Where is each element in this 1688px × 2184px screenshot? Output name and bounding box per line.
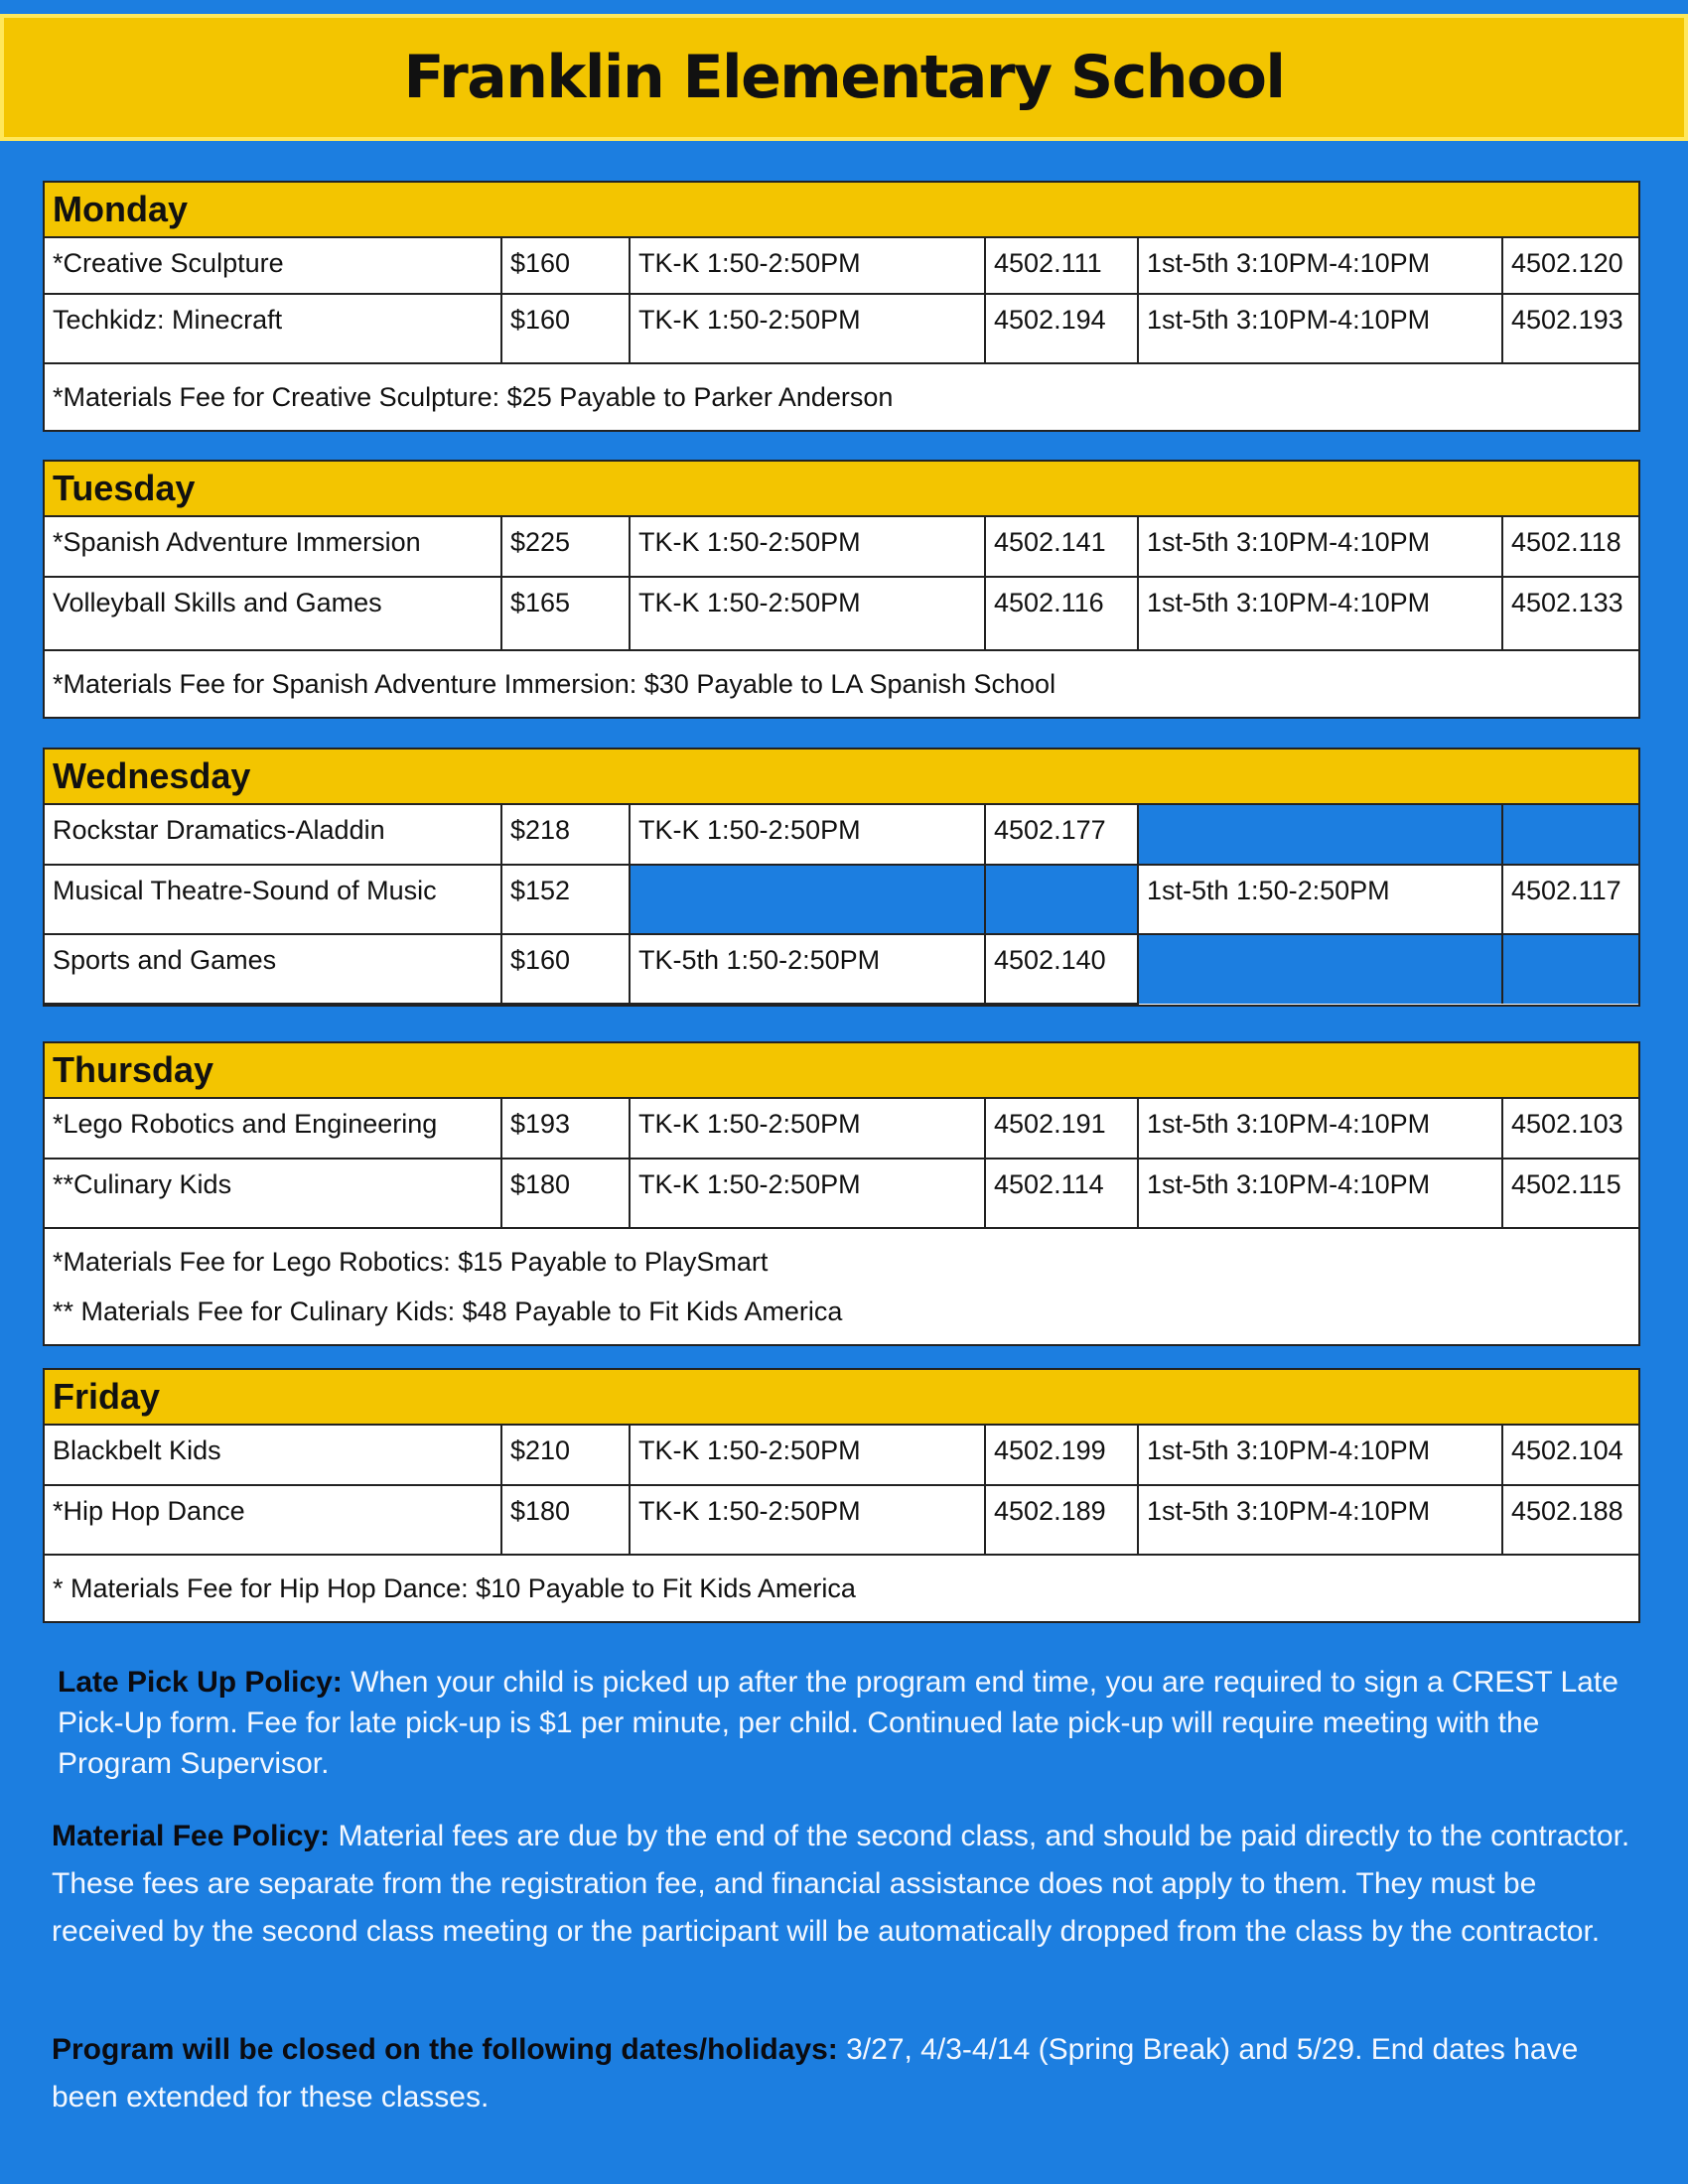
class-price: $218 [501,805,630,865]
grade-time: 1st-5th 3:10PM-4:10PM [1138,1485,1502,1555]
grade-time: 1st-5th 1:50-2:50PM [1138,865,1502,934]
class-name: *Spanish Adventure Immersion [45,517,501,577]
table-row [45,294,1638,363]
grade-code: 4502.104 [1502,1426,1638,1485]
class-price: $160 [501,294,630,363]
material-fee-policy [52,1813,1640,1956]
materials-note: *Materials Fee for Spanish Adventure Immersion: $30 Payable to LA Spanish School [53,669,1056,699]
grade-code: 4502.103 [1502,1099,1638,1159]
class-name: **Culinary Kids [45,1159,501,1228]
materials-note: *Materials Fee for Lego Robotics: $15 Payable to PlaySmart [53,1247,769,1277]
blank-cell [1502,934,1638,1004]
class-price: $160 [501,238,630,294]
table-row [45,577,1638,650]
class-price: $165 [501,577,630,650]
materials-notes [45,1229,1638,1344]
grade-code: 4502.118 [1502,517,1638,577]
policy-text: When your child is picked up after the program end time, you are required to sign a CREST Late Pick-Up form. Fee for late pick-up is $1 per minute, per child. Continued late pick-up will require meeting with the Program Supervisor. [58,1666,1618,1780]
grade-code: 4502.117 [1502,865,1638,934]
table-row [45,1426,1638,1485]
grade-time: 1st-5th 3:10PM-4:10PM [1138,1159,1502,1228]
tk-time: TK-K 1:50-2:50PM [630,1159,985,1228]
tk-time: TK-K 1:50-2:50PM [630,805,985,865]
table-row [45,934,1638,1004]
tk-time: TK-K 1:50-2:50PM [630,1485,985,1555]
class-name: Blackbelt Kids [45,1426,501,1485]
day-monday [43,181,1640,432]
tk-time: TK-K 1:50-2:50PM [630,577,985,650]
tk-time: TK-K 1:50-2:50PM [630,1426,985,1485]
class-name: *Hip Hop Dance [45,1485,501,1555]
class-table [45,1099,1638,1229]
policy-label: Late Pick Up Policy: [58,1666,343,1699]
class-table [45,238,1638,364]
class-price: $193 [501,1099,630,1159]
class-name: Techkidz: Minecraft [45,294,501,363]
closure-policy [52,2026,1640,2121]
grade-code: 4502.188 [1502,1485,1638,1555]
materials-note: *Materials Fee for Creative Sculpture: $25 Payable to Parker Anderson [53,382,894,412]
class-name: Sports and Games [45,934,501,1004]
policy-label: Material Fee Policy: [52,1820,331,1852]
table-row [45,1099,1638,1159]
blank-cell [630,865,985,934]
class-name: Musical Theatre-Sound of Music [45,865,501,934]
tk-time: TK-K 1:50-2:50PM [630,517,985,577]
class-table [45,805,1638,1005]
day-title: Friday [45,1370,1638,1426]
class-name: *Lego Robotics and Engineering [45,1099,501,1159]
blank-cell [1138,805,1502,865]
class-name: Rockstar Dramatics-Aladdin [45,805,501,865]
tk-code: 4502.116 [985,577,1138,650]
class-price: $225 [501,517,630,577]
page-title: Franklin Elementary School [403,43,1285,112]
tk-code: 4502.191 [985,1099,1138,1159]
day-tuesday [43,460,1640,719]
grade-time: 1st-5th 3:10PM-4:10PM [1138,238,1502,294]
table-row [45,865,1638,934]
page-header [0,14,1688,141]
tk-time: TK-5th 1:50-2:50PM [630,934,985,1004]
grade-code: 4502.193 [1502,294,1638,363]
tk-code: 4502.199 [985,1426,1138,1485]
class-price: $180 [501,1485,630,1555]
grade-time: 1st-5th 3:10PM-4:10PM [1138,1426,1502,1485]
blank-cell [1502,805,1638,865]
policy-text: 3/27, 4/3-4/14 (Spring Break) and 5/29. End dates have been extended for these classes. [52,2033,1579,2114]
day-title: Wednesday [45,750,1638,805]
tk-code: 4502.111 [985,238,1138,294]
materials-note: ** Materials Fee for Culinary Kids: $48 Payable to Fit Kids America [53,1297,843,1326]
table-row [45,1485,1638,1555]
tk-code: 4502.114 [985,1159,1138,1228]
table-row [45,517,1638,577]
grade-time: 1st-5th 3:10PM-4:10PM [1138,517,1502,577]
blank-cell [1138,934,1502,1004]
class-price: $160 [501,934,630,1004]
class-price: $180 [501,1159,630,1228]
class-price: $210 [501,1426,630,1485]
day-friday [43,1368,1640,1623]
tk-code: 4502.189 [985,1485,1138,1555]
table-row [45,805,1638,865]
table-row [45,1159,1638,1228]
tk-time: TK-K 1:50-2:50PM [630,238,985,294]
table-row [45,238,1638,294]
grade-time: 1st-5th 3:10PM-4:10PM [1138,577,1502,650]
materials-note: * Materials Fee for Hip Hop Dance: $10 Payable to Fit Kids America [53,1573,856,1603]
class-price: $152 [501,865,630,934]
grade-code: 4502.120 [1502,238,1638,294]
class-name: *Creative Sculpture [45,238,501,294]
class-table [45,517,1638,651]
blank-cell [985,865,1138,934]
tk-code: 4502.177 [985,805,1138,865]
day-title: Tuesday [45,462,1638,517]
tk-time: TK-K 1:50-2:50PM [630,294,985,363]
tk-code: 4502.140 [985,934,1138,1004]
policy-label: Program will be closed on the following dates/holidays: [52,2033,838,2066]
day-thursday [43,1041,1640,1346]
tk-time: TK-K 1:50-2:50PM [630,1099,985,1159]
day-title: Thursday [45,1043,1638,1099]
grade-time: 1st-5th 3:10PM-4:10PM [1138,294,1502,363]
grade-time: 1st-5th 3:10PM-4:10PM [1138,1099,1502,1159]
day-wednesday [43,748,1640,1007]
grade-code: 4502.115 [1502,1159,1638,1228]
tk-code: 4502.141 [985,517,1138,577]
late-pickup-policy [58,1662,1636,1784]
policy-text: Material fees are due by the end of the second class, and should be paid directly to the contractor. These fees are separate from the registration fee, and financial assistance does not apply to them. They must be received by the second class meeting or the participant will be automatically dropped from the class by the contractor. [52,1820,1630,1948]
class-name: Volleyball Skills and Games [45,577,501,650]
tk-code: 4502.194 [985,294,1138,363]
day-title: Monday [45,183,1638,238]
grade-code: 4502.133 [1502,577,1638,650]
class-table [45,1426,1638,1556]
